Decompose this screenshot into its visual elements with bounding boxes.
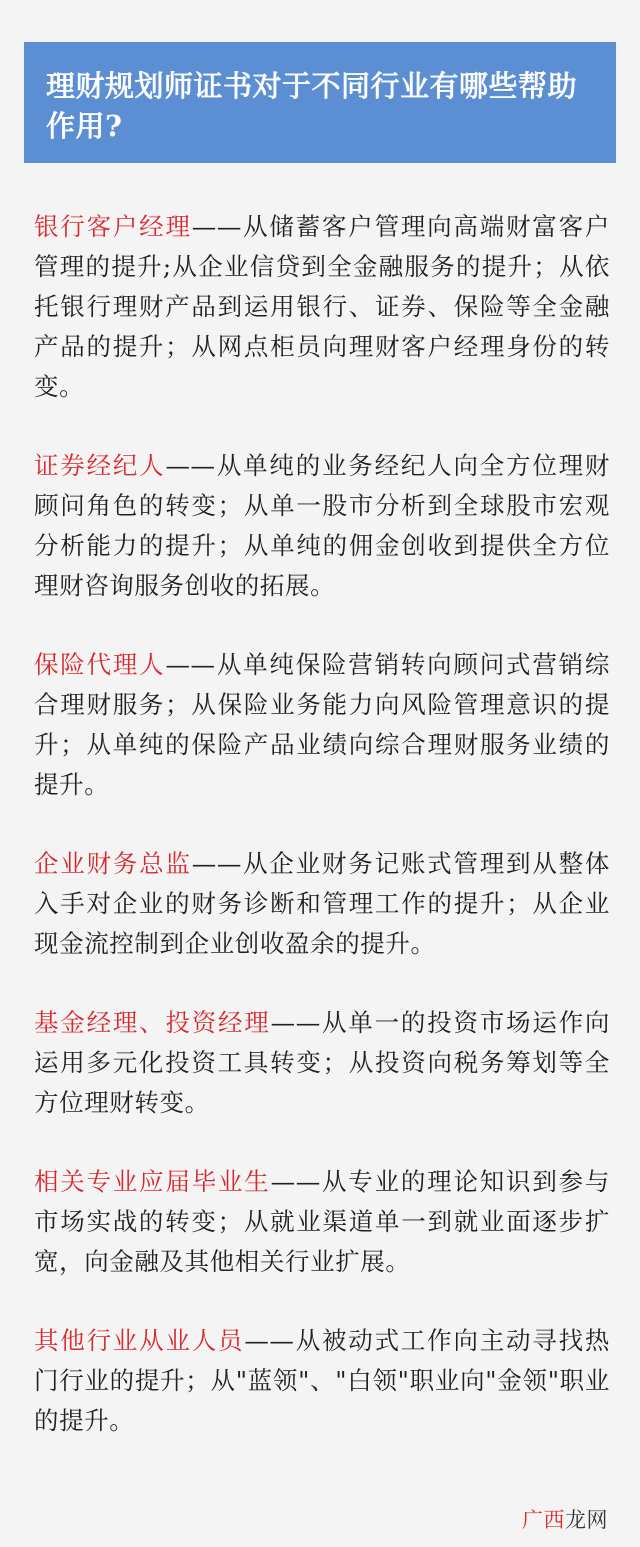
watermark-part2: 龙网	[565, 1508, 608, 1532]
section-bank-manager	[34, 207, 610, 407]
section-title: 基金经理、投资经理	[34, 1008, 271, 1037]
section-dash: ——	[270, 1167, 321, 1196]
section-text: 从被动式工作向主动寻找热门行业的提升；从"蓝领"、"白领"职业向"金领"职业的提升。	[34, 1326, 610, 1435]
page-title: 理财规划师证书对于不同行业有哪些帮助作用?	[46, 69, 578, 143]
section-dash: ——	[191, 849, 242, 878]
section-title: 相关专业应届毕业生	[34, 1167, 271, 1196]
section-text: 从储蓄客户管理向高端财富客户管理的提升;从企业信贷到全金融服务的提升；从依托银行理财产品到运用银行、证券、保险等全金融产品的提升；从网点柜员向理财客户经理身份的转变。	[34, 212, 610, 401]
section-title: 企业财务总监	[34, 849, 192, 878]
site-watermark	[522, 1507, 608, 1533]
section-dash: ——	[165, 650, 216, 679]
section-text: 从专业的理论知识到参与市场实战的转变；从就业渠道单一到就业面逐步扩宽，向金融及其他相关行业扩展。	[34, 1167, 610, 1276]
section-fund-manager	[34, 1003, 610, 1123]
section-securities-broker	[34, 446, 610, 606]
section-other-industries	[34, 1321, 610, 1441]
section-dash: ——	[244, 1326, 295, 1355]
section-text: 从单纯的业务经纪人向全方位理财顾问角色的转变；从单一股市分析到全球股市宏观分析能力的提升；从单纯的佣金创收到提供全方位理财咨询服务创收的拓展。	[34, 451, 611, 600]
section-dash: ——	[165, 451, 216, 480]
section-text: 从单纯保险营销转向顾问式营销综合理财服务；从保险业务能力向风险管理意识的提升；从单纯的保险产品业绩向综合理财服务业绩的提升。	[34, 650, 611, 799]
section-title: 证券经纪人	[34, 451, 166, 480]
section-text: 从企业财务记账式管理到从整体入手对企业的财务诊断和管理工作的提升；从企业现金流控制到企业创收盈余的提升。	[34, 849, 610, 958]
section-graduates	[34, 1162, 610, 1282]
section-text: 从单一的投资市场运作向运用多元化投资工具转变；从投资向税务筹划等全方位理财转变。	[34, 1008, 610, 1117]
section-dash: ——	[270, 1008, 321, 1037]
title-banner	[24, 42, 616, 163]
section-title: 银行客户经理	[34, 212, 192, 241]
section-title: 保险代理人	[34, 650, 166, 679]
section-insurance-agent	[34, 645, 610, 805]
watermark-part1: 广西	[522, 1508, 565, 1532]
section-dash: ——	[191, 212, 242, 241]
section-cfo	[34, 844, 610, 964]
content-body	[34, 207, 610, 1480]
section-title: 其他行业从业人员	[34, 1326, 245, 1355]
